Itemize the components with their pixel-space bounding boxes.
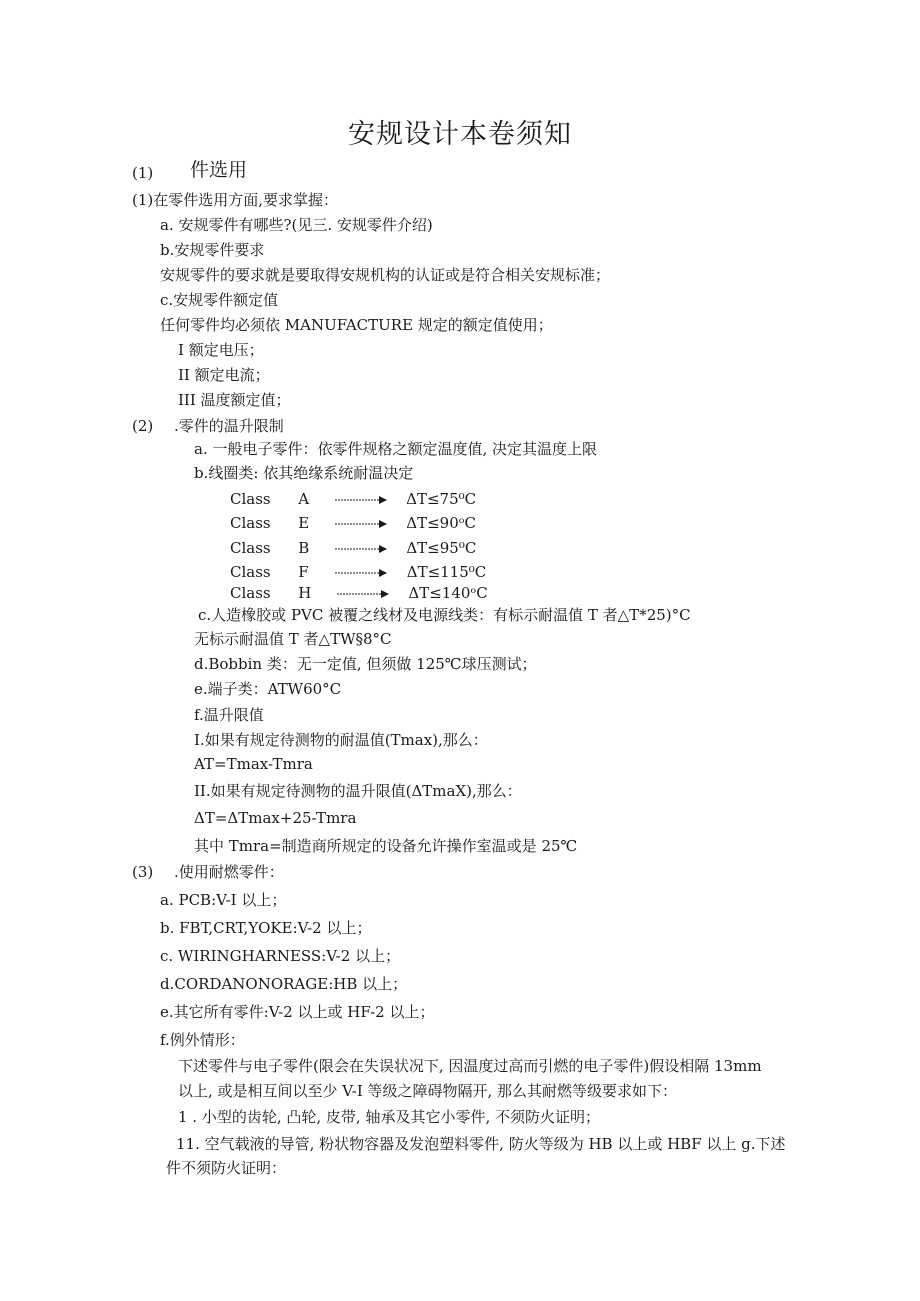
class-letter: F <box>298 563 309 581</box>
class-value: ΔT≤90ᵒC <box>406 514 477 532</box>
section2-item-b: b.线圈类: 依其绝缘系统耐温决定 <box>194 464 414 482</box>
class-row <box>230 583 488 603</box>
section1-item-b: b.安规零件要求 <box>160 241 265 259</box>
class-row <box>230 489 476 509</box>
section3-item-f: f.例外情形： <box>160 1031 245 1049</box>
class-value: ΔT≤115⁰C <box>406 563 487 581</box>
class-letter: E <box>298 514 310 532</box>
class-label: Class <box>230 563 271 581</box>
section3-item-e: e.其它所有零件:V-2 以上或 HF-2 以上； <box>160 1003 435 1021</box>
section1-rating-ii: II 额定电流； <box>178 366 270 384</box>
section3-item-b: b. FBT,CRT,YOKE:V-2 以上； <box>160 919 372 937</box>
class-label: Class <box>230 514 271 532</box>
section2-item-d: d.Bobbin 类：无一定值, 但须做 125℃球压测试； <box>194 655 537 673</box>
section3-exception-text-1: 下述零件与电子零件(限会在失误状况下, 因温度过高而引燃的电子零件)假设相隔 13mm <box>178 1057 762 1075</box>
section1-number: (1) <box>132 164 154 182</box>
class-row <box>230 513 476 533</box>
section3-item-a: a. PCB:V-I 以上； <box>160 891 287 909</box>
section2-item-f1-eq: AT=Tmax-Tmra <box>194 755 313 773</box>
class-value: ΔT≤95⁰C <box>406 539 477 557</box>
arrow-right-icon <box>337 588 389 600</box>
class-row <box>230 538 476 558</box>
section2-note: 其中 Tmra=制造商所规定的设备允许操作室温或是 25℃ <box>194 837 578 855</box>
section2-item-c: c.人造橡胶或 PVC 被覆之线材及电源线类：有标示耐温值 T 者△T*25)°C <box>198 606 691 624</box>
section3-exception-item-1: 1 . 小型的齿轮, 凸轮, 皮带, 轴承及其它小零件, 不须防火证明； <box>178 1108 600 1126</box>
section1-item-b-text: 安规零件的要求就是要取得安规机构的认证或是符合相关安规标准； <box>160 266 611 284</box>
class-row <box>230 562 486 582</box>
section2-item-f2: II.如果有规定待测物的温升限值(ΔTmaX),那么： <box>194 782 522 800</box>
section2-number: (2) <box>132 417 154 435</box>
section3-heading: .使用耐燃零件： <box>174 863 284 881</box>
section3-exception-text-2: 以上, 或是相互间以至少 V-I 等级之障碍物隔开, 那么其耐燃等级要求如下： <box>178 1082 678 1100</box>
arrow-right-icon <box>335 494 387 506</box>
section3-exception-item-11: 11. 空气载液的导管, 粉状物容器及发泡塑料零件, 防火等级为 HB 以上或 HBF 以上 g.下述 <box>176 1135 786 1153</box>
section1-heading: 件选用 <box>190 159 248 181</box>
class-value: ΔT≤140ᵒC <box>408 584 488 602</box>
class-letter: H <box>298 584 312 602</box>
section3-number: (3) <box>132 863 154 881</box>
section2-item-a: a. 一般电子零件：依零件规格之额定温度值, 决定其温度上限 <box>194 440 598 458</box>
section3-item-d: d.CORDANONORAGE:HB 以上； <box>160 975 408 993</box>
section3-exception-item-11b: 件不须防火证明： <box>166 1159 287 1177</box>
section1-item-a: a. 安规零件有哪些?(见三. 安规零件介绍) <box>160 216 433 234</box>
arrow-right-icon <box>335 518 387 530</box>
arrow-right-icon <box>335 543 387 555</box>
arrow-right-icon <box>335 567 387 579</box>
class-value: ΔT≤75⁰C <box>406 490 477 508</box>
section2-item-f: f.温升限值 <box>194 706 264 724</box>
section2-item-c2: 无标示耐温值 T 者△TW§8°C <box>194 630 392 648</box>
document-title: 安规设计本卷须知 <box>348 119 572 150</box>
class-label: Class <box>230 490 271 508</box>
section1-item-c: c.安规零件额定值 <box>160 291 279 309</box>
section1-rating-iii: III 温度额定值； <box>178 391 291 409</box>
section2-heading: .零件的温升限制 <box>174 417 284 435</box>
section2-item-e: e.端子类：ATW60°C <box>194 680 342 698</box>
class-letter: A <box>298 490 310 508</box>
section1-intro: (1)在零件选用方面,要求掌握： <box>132 191 339 209</box>
section1-item-c-text: 任何零件均必须依 MANUFACTURE 规定的额定值使用； <box>160 316 553 334</box>
section2-item-f1: I.如果有规定待测物的耐温值(Tmax),那么： <box>194 731 488 749</box>
section2-item-f2-eq: ΔT=ΔTmax+25-Tmra <box>194 809 357 827</box>
section1-rating-i: I 额定电压； <box>178 341 264 359</box>
class-label: Class <box>230 584 271 602</box>
class-letter: B <box>298 539 310 557</box>
class-label: Class <box>230 539 271 557</box>
section3-item-c: c. WIRINGHARNESS:V-2 以上； <box>160 947 401 965</box>
